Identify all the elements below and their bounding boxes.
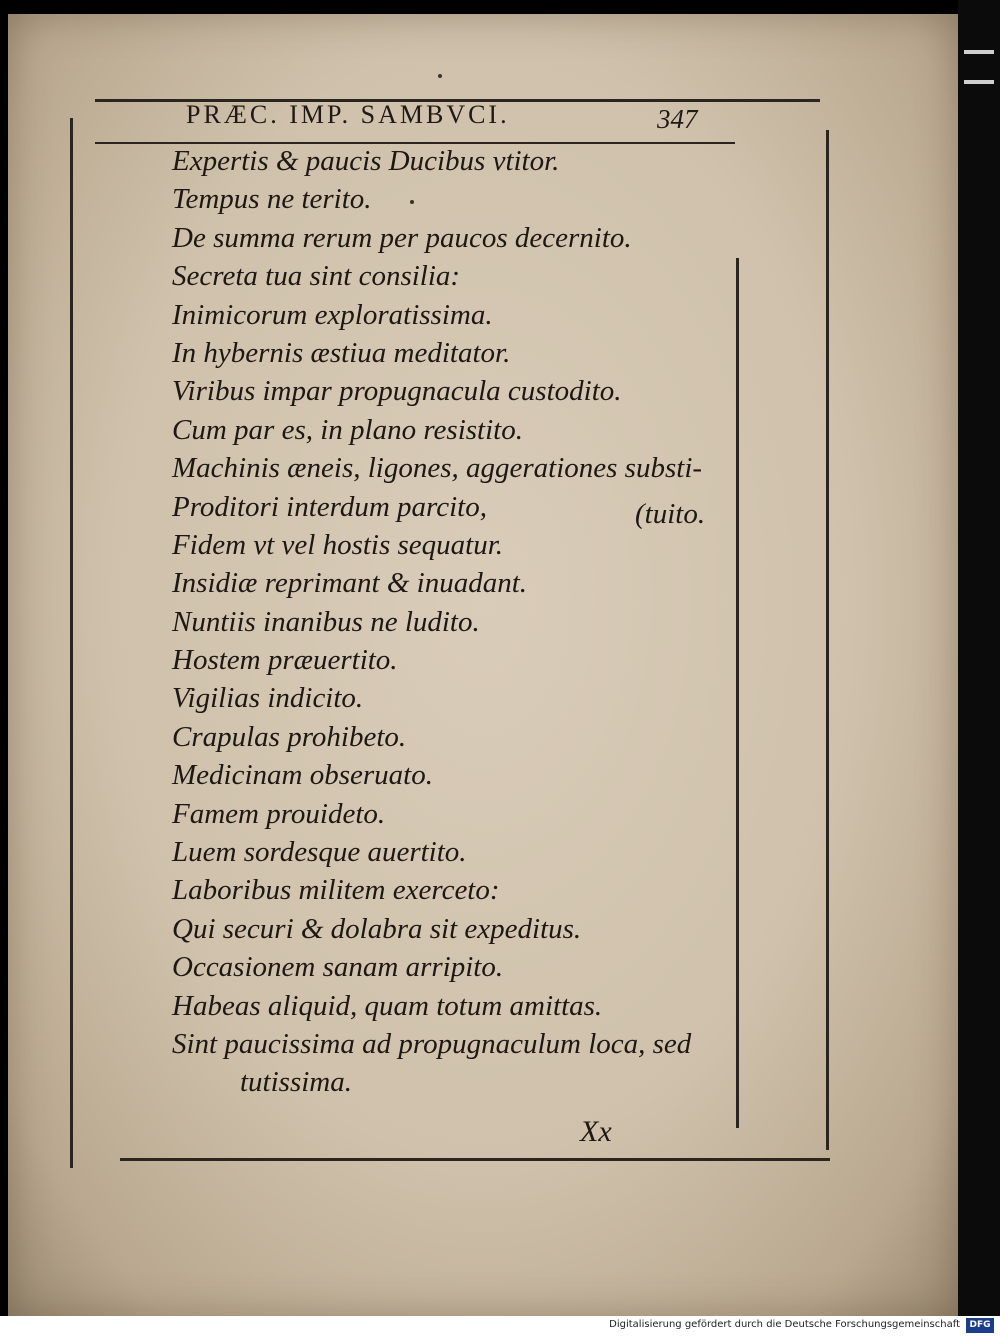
scan-edge-strip	[958, 0, 1000, 1316]
text-line: Habeas aliquid, quam totum amittas.	[172, 989, 603, 1022]
text-line: In hybernis æstiua meditator.	[172, 336, 511, 369]
text-line: Crapulas prohibeto.	[172, 720, 407, 753]
line-continuation: (tuito.	[635, 498, 706, 530]
text-line: tutissima.	[240, 1066, 352, 1099]
text-line: Expertis & paucis Ducibus vtitor.	[172, 145, 560, 177]
running-head: PRÆC. IMP. SAMBVCI.	[186, 100, 510, 129]
signature-mark: Xx	[580, 1115, 612, 1148]
text-line: De summa rerum per paucos decernito.	[172, 221, 632, 254]
dfg-logo: DFG	[966, 1318, 994, 1333]
text-line: Laboribus militem exerceto:	[172, 874, 500, 907]
outer-right-rule	[826, 130, 829, 1150]
bottom-rule	[120, 1158, 830, 1161]
inner-right-rule	[736, 258, 739, 1128]
text-line: Vigilias indicito.	[172, 682, 364, 715]
text-line: Nuntiis inanibus ne ludito.	[172, 605, 480, 638]
text-line: Proditori interdum parcito,	[172, 490, 487, 523]
text-line: Famem prouideto.	[172, 797, 386, 830]
text-line: Fidem vt vel hostis sequatur.	[172, 528, 504, 561]
text-line: Cum par es, in plano resistito.	[172, 413, 523, 446]
text-line: Inimicorum exploratissima.	[172, 298, 493, 331]
text-line: Qui securi & dolabra sit expeditus.	[172, 912, 582, 945]
text-line: Hostem præuertito.	[172, 644, 398, 677]
text-line: Secreta tua sint consilia:	[172, 260, 461, 293]
left-frame-rule	[70, 118, 73, 1168]
text-line: Medicinam obseruato.	[172, 759, 433, 792]
text-line: Insidiæ reprimant & inuadant.	[172, 567, 527, 600]
text-line: Luem sordesque auertito.	[172, 836, 467, 869]
text-body	[172, 142, 732, 1102]
ink-speck	[438, 74, 442, 78]
scan-footer	[0, 1316, 1000, 1336]
text-line: Machinis æneis, ligones, aggerationes substi-	[172, 452, 703, 485]
text-line: Sint paucissima ad propugnaculum loca, sed	[172, 1027, 692, 1060]
text-line: Occasionem sanam arripito.	[172, 951, 504, 984]
text-line: Tempus ne terito.	[172, 183, 372, 216]
footer-credit: Digitalisierung gefördert durch die Deutsche Forschungsgemeinschaft	[609, 1319, 960, 1330]
scan-edge-mark	[964, 80, 994, 84]
scan-edge-mark	[964, 50, 994, 54]
text-line: Viribus impar propugnacula custodito.	[172, 375, 622, 408]
page-number: 347	[657, 104, 698, 134]
